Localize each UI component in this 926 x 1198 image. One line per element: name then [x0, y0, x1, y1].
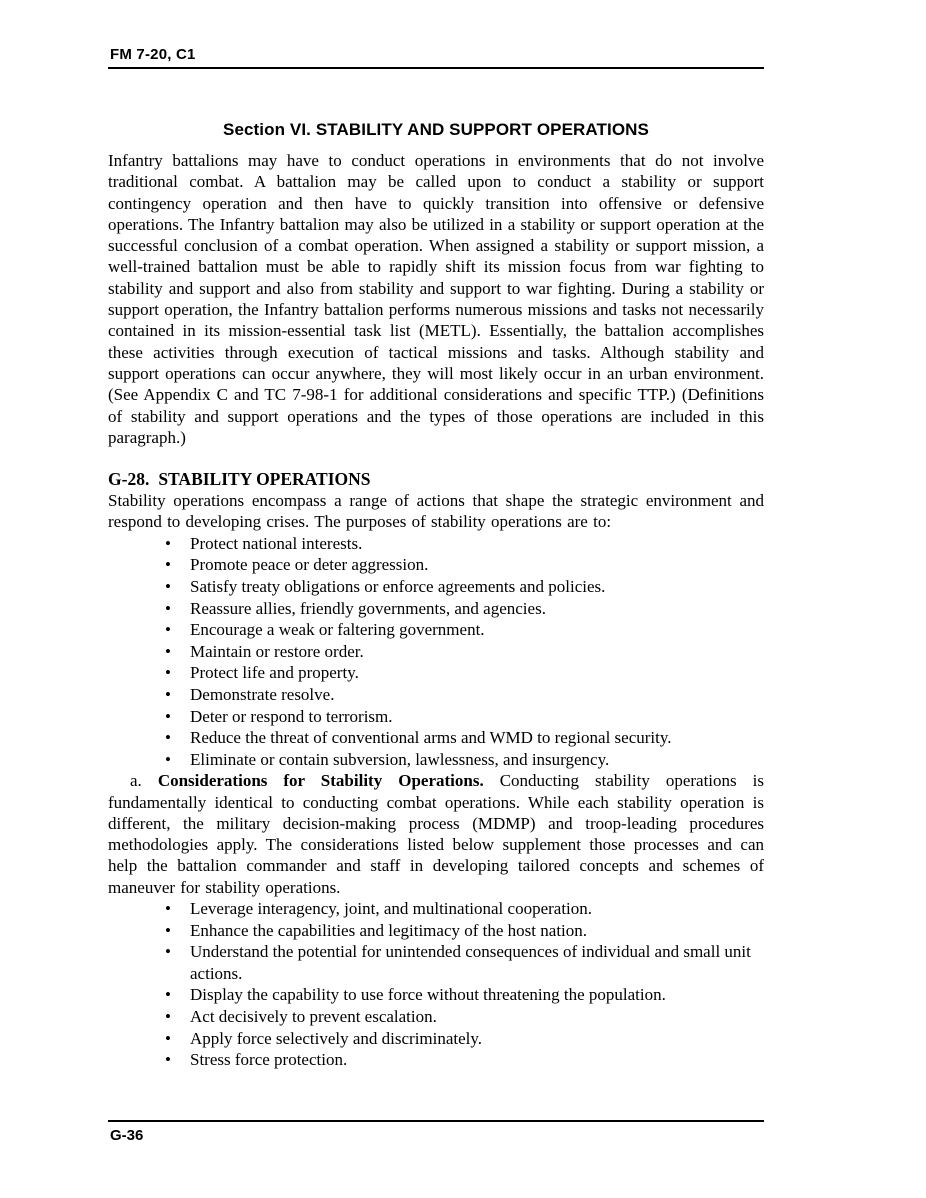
list-item-text: Maintain or restore order. [190, 641, 364, 661]
bullet-icon: • [165, 576, 171, 596]
bullet-icon: • [165, 985, 171, 1005]
bullet-icon: • [165, 663, 171, 683]
list-item [108, 749, 764, 771]
list-item-text: Stress force protection. [190, 1050, 348, 1070]
page-content [108, 120, 764, 1071]
header-rule [108, 67, 764, 69]
sub-paragraph-lead: Considerations for Stability Operations. [157, 771, 500, 791]
list-item [108, 898, 764, 920]
bullet-icon: • [165, 1007, 171, 1027]
list-item [108, 684, 764, 706]
list-item-text: Satisfy treaty obligations or enforce agreements and policies. [190, 576, 606, 596]
list-item [108, 706, 764, 728]
list-item-text: Protect national interests. [190, 533, 363, 553]
bullet-icon: • [165, 598, 171, 618]
list-item [108, 554, 764, 576]
bullet-icon: • [165, 749, 171, 769]
paragraph-number: G-28. [108, 469, 150, 490]
bullet-icon: • [165, 1028, 171, 1048]
paragraph-title: STABILITY OPERATIONS [158, 469, 371, 490]
list-item-text: Reduce the threat of conventional arms and WMD to regional security. [190, 728, 672, 748]
page-footer [108, 1120, 764, 1144]
list-item-text: Eliminate or contain subversion, lawlessness, and insurgency. [190, 749, 610, 769]
list-item-text: Demonstrate resolve. [190, 684, 335, 704]
list-item [108, 727, 764, 749]
sub-paragraph-a [108, 770, 764, 898]
intro-paragraph: Infantry battalions may have to conduct operations in environments that do not involve traditional combat. A battalion may be called upon to conduct a stability or support contingency operation and then have to quickly transition into offensive or defensive operations. The Infantry battalion may also be utilized in a stability or support operation at the successful conclusion of a combat operation. When assigned a stability or support mission, a well-trained battalion must be able to rapidly shift its mission focus from war fighting to stability and support and also from stability and support to war fighting. During a stability or support operation, the Infantry battalion performs numerous missions and tasks not necessarily contained in its mission-essential task list (METL). Essentially, the battalion accomplishes these activities through execution of tactical missions and tasks. Although stability and support operations can occur anywhere, they will most likely occur in an urban environment. (See Appendix C and TC 7-98-1 for additional considerations and specific TTP.) (Definitions of stability and support operations and the types of those operations are included in this paragraph.) [108, 151, 764, 447]
list-item [108, 576, 764, 598]
bullet-icon: • [165, 920, 171, 940]
g28-paragraph: Stability operations encompass a range of actions that shape the strategic environment and respond to developing crises. The purposes of stability operations are to: [108, 491, 764, 532]
page-number: G-36 [110, 1127, 144, 1144]
list-item-text: Apply force selectively and discriminately. [190, 1028, 483, 1048]
doc-id: FM 7-20, C1 [110, 46, 196, 63]
bullet-icon: • [165, 533, 171, 553]
list-item-text: Encourage a weak or faltering government. [190, 620, 485, 640]
list-item [108, 920, 764, 942]
list-item-text: Deter or respond to terrorism. [190, 706, 393, 726]
list-item-text: Act decisively to prevent escalation. [190, 1007, 437, 1027]
bullet-icon: • [165, 641, 171, 661]
bullet-icon: • [165, 620, 171, 640]
list-item-text: Enhance the capabilities and legitimacy of the host nation. [190, 920, 588, 940]
list-item-text: Reassure allies, friendly governments, and agencies. [190, 598, 546, 618]
list-item [108, 641, 764, 663]
stability-purposes-list [108, 533, 764, 771]
sub-paragraph-text: Conducting stability operations is fundamentally identical to conducting combat operations. While each stability operation is different, the military decision-making process (MDMP) and troop-leading procedures methodologies apply. The considerations listed below supplement those processes and can help the battalion commander and staff in developing tailored concepts and schemes of maneuver for stability operations. [108, 771, 764, 897]
sub-paragraph-label: a. [130, 771, 158, 791]
list-item-text: Display the capability to use force without threatening the population. [190, 985, 666, 1005]
list-item-text: Promote peace or deter aggression. [190, 555, 429, 575]
bullet-icon: • [165, 899, 171, 919]
bullet-icon: • [165, 728, 171, 748]
list-item-text: Protect life and property. [190, 663, 359, 683]
footer-rule [108, 1120, 764, 1122]
bullet-icon: • [165, 942, 171, 962]
list-item [108, 533, 764, 555]
list-item [108, 1006, 764, 1028]
list-item [108, 941, 764, 984]
page-header [108, 46, 764, 69]
bullet-icon: • [165, 706, 171, 726]
considerations-list [108, 898, 764, 1071]
list-item [108, 1049, 764, 1071]
list-item [108, 619, 764, 641]
list-item-text: Leverage interagency, joint, and multinational cooperation. [190, 899, 593, 919]
g28-heading [108, 469, 764, 490]
section-title: Section VI. STABILITY AND SUPPORT OPERATIONS [223, 120, 649, 139]
bullet-icon: • [165, 1050, 171, 1070]
bullet-icon: • [165, 684, 171, 704]
list-item [108, 984, 764, 1006]
bullet-icon: • [165, 555, 171, 575]
list-item [108, 1028, 764, 1050]
list-item [108, 598, 764, 620]
list-item-text: Understand the potential for unintended consequences of individual and small unit actions. [190, 942, 751, 983]
list-item [108, 662, 764, 684]
